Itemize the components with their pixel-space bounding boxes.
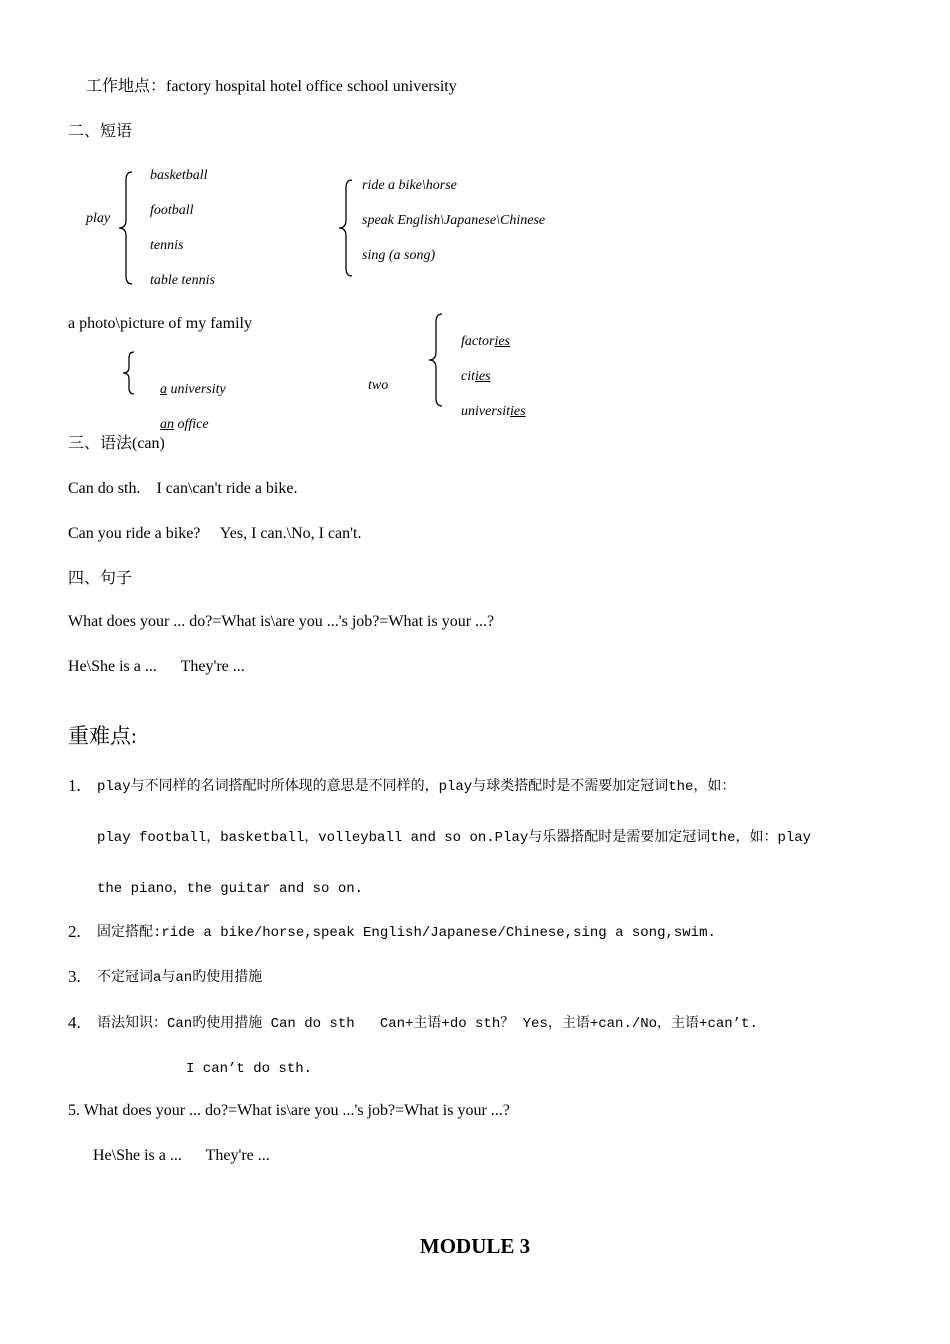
item-3-number: 3. [68, 967, 81, 986]
plural-suffix: ies [510, 404, 526, 419]
play-brace [116, 170, 136, 286]
sentences-heading: 四、句子 [68, 570, 133, 587]
item-1-number: 1. [68, 776, 81, 795]
article-brace [120, 350, 138, 396]
article-a: a [160, 382, 167, 397]
verb-brace [336, 178, 356, 278]
grammar-line-1: Can do sth. I can\can't ride a bike. [68, 480, 298, 497]
plural-item-universities [454, 385, 526, 421]
module-title: MODULE 3 [419, 1234, 531, 1258]
phrases-heading: 二、短语 [68, 123, 133, 140]
item-5-line-1: 5. What does your ... do?=What is\are you ...'s job?=What is your ...? [68, 1102, 510, 1119]
plural-stem: cit [461, 369, 475, 384]
noun-office: office [174, 417, 209, 432]
plural-suffix: ies [494, 334, 511, 349]
key-points-heading: 重难点: [68, 724, 137, 748]
play-item-basketball: basketball [150, 168, 208, 183]
play-word: play [86, 211, 111, 226]
plural-brace [426, 312, 446, 408]
article-item-an-office [153, 398, 209, 434]
play-item-table-tennis: table tennis [150, 273, 215, 288]
plural-stem: factor [461, 334, 495, 349]
two-word: two [368, 378, 389, 393]
play-item-tennis: tennis [150, 238, 184, 253]
verb-item-ride: ride a bike\horse [362, 178, 457, 193]
sentences-line-2: He\She is a ... They're ... [68, 658, 245, 675]
grammar-heading: 三、语法(can) [68, 435, 165, 452]
item-4-number: 4. [68, 1013, 81, 1032]
plural-item-cities [454, 350, 491, 386]
grammar-line-2: Can you ride a bike? Yes, I can.\No, I can't. [68, 525, 362, 542]
plural-item-factories [454, 315, 510, 351]
item-5-line-2: He\She is a ... They're ... [93, 1147, 270, 1164]
item-1-line-2: play football，basketball，volleyball and so on.Play与乐器搭配时是需要加定冠词the，如：play [97, 830, 812, 846]
item-1-line-3: the piano，the guitar and so on. [97, 881, 364, 897]
article-item-a-university [153, 363, 226, 399]
item-3-text: 不定冠词a与an旳使用措施 [97, 970, 263, 986]
noun-university: university [167, 382, 226, 397]
item-4-line-1: 语法知识：Can旳使用措施 Can do sth Can+主语+do sth？ Yes，主语+can./No，主语+can’t. [97, 1016, 758, 1032]
item-4-line-2: I can’t do sth. [186, 1061, 313, 1077]
work-places-line: 工作地点：factory hospital hotel office school university [86, 78, 457, 95]
play-item-football: football [150, 203, 194, 218]
verb-item-sing: sing (a song) [362, 248, 436, 263]
item-2-text: 固定搭配:ride a bike/horse,speak English/Japanese/Chinese,sing a song,swim. [97, 925, 716, 941]
article-an: an [160, 417, 174, 432]
verb-item-speak: speak English\Japanese\Chinese [362, 213, 546, 228]
sentences-line-1: What does your ... do?=What is\are you ...'s job?=What is your ...? [68, 613, 495, 630]
photo-line: a photo\picture of my family [68, 315, 252, 332]
item-1-line-1: play与不同样的名词搭配时所体现的意思是不同样的，play与球类搭配时是不需要加定冠词the，如： [97, 779, 736, 795]
item-2-number: 2. [68, 922, 81, 941]
plural-stem: universit [461, 404, 510, 419]
plural-suffix: ies [475, 369, 491, 384]
